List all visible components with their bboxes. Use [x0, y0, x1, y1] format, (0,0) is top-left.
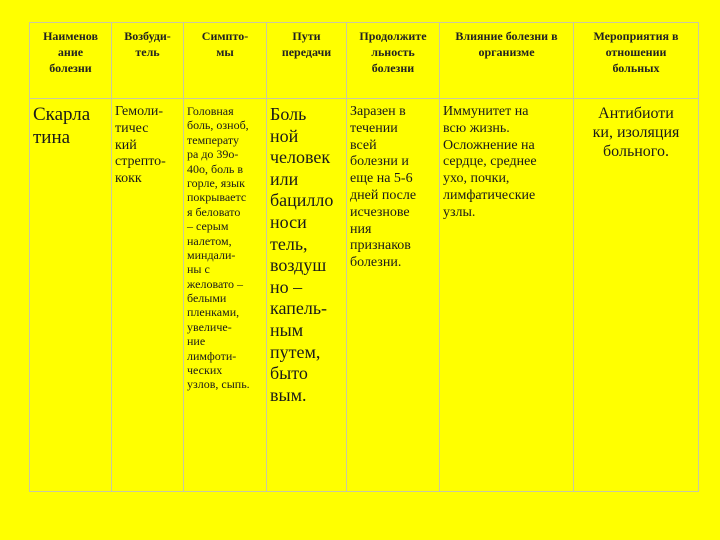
header-effect: Влияние болезни в организме: [440, 23, 574, 99]
header-measures: Мероприятия в отношении больных: [574, 23, 699, 99]
disease-table: [29, 22, 699, 492]
header-pathogen: Возбуди- тель: [112, 23, 184, 99]
cell-transmission: Боль ной человек или бацилло носи тель, воздуш но – капель- ным путем, быто вым.: [267, 99, 347, 492]
header-row: [30, 23, 699, 99]
cell-pathogen: Гемоли- тичес кий стрепто- кокк: [112, 99, 184, 492]
cell-disease-name: Скарла тина: [30, 99, 112, 492]
header-symptoms: Симпто- мы: [184, 23, 267, 99]
header-transmission: Пути передачи: [267, 23, 347, 99]
cell-duration: Заразен в течении всей болезни и еще на 5-6 дней после исчезнове ния признаков болезни.: [347, 99, 440, 492]
header-duration: Продолжите льность болезни: [347, 23, 440, 99]
cell-effect: Иммунитет на всю жизнь. Осложнение на сердце, среднее ухо, почки, лимфатические узлы.: [440, 99, 574, 492]
cell-symptoms: Головная боль, озноб, температу ра до 39о- 40о, боль в горле, язык покрываетс я беловато – серым налетом, миндали- ны с желовато – белыми пленками, увеличе- ние лимфоти- ческих узлов, сыпь.: [184, 99, 267, 492]
cell-measures: Антибиоти ки, изоляция больного.: [574, 99, 699, 492]
header-disease-name: Наименов ание болезни: [30, 23, 112, 99]
table-row: [30, 99, 699, 492]
